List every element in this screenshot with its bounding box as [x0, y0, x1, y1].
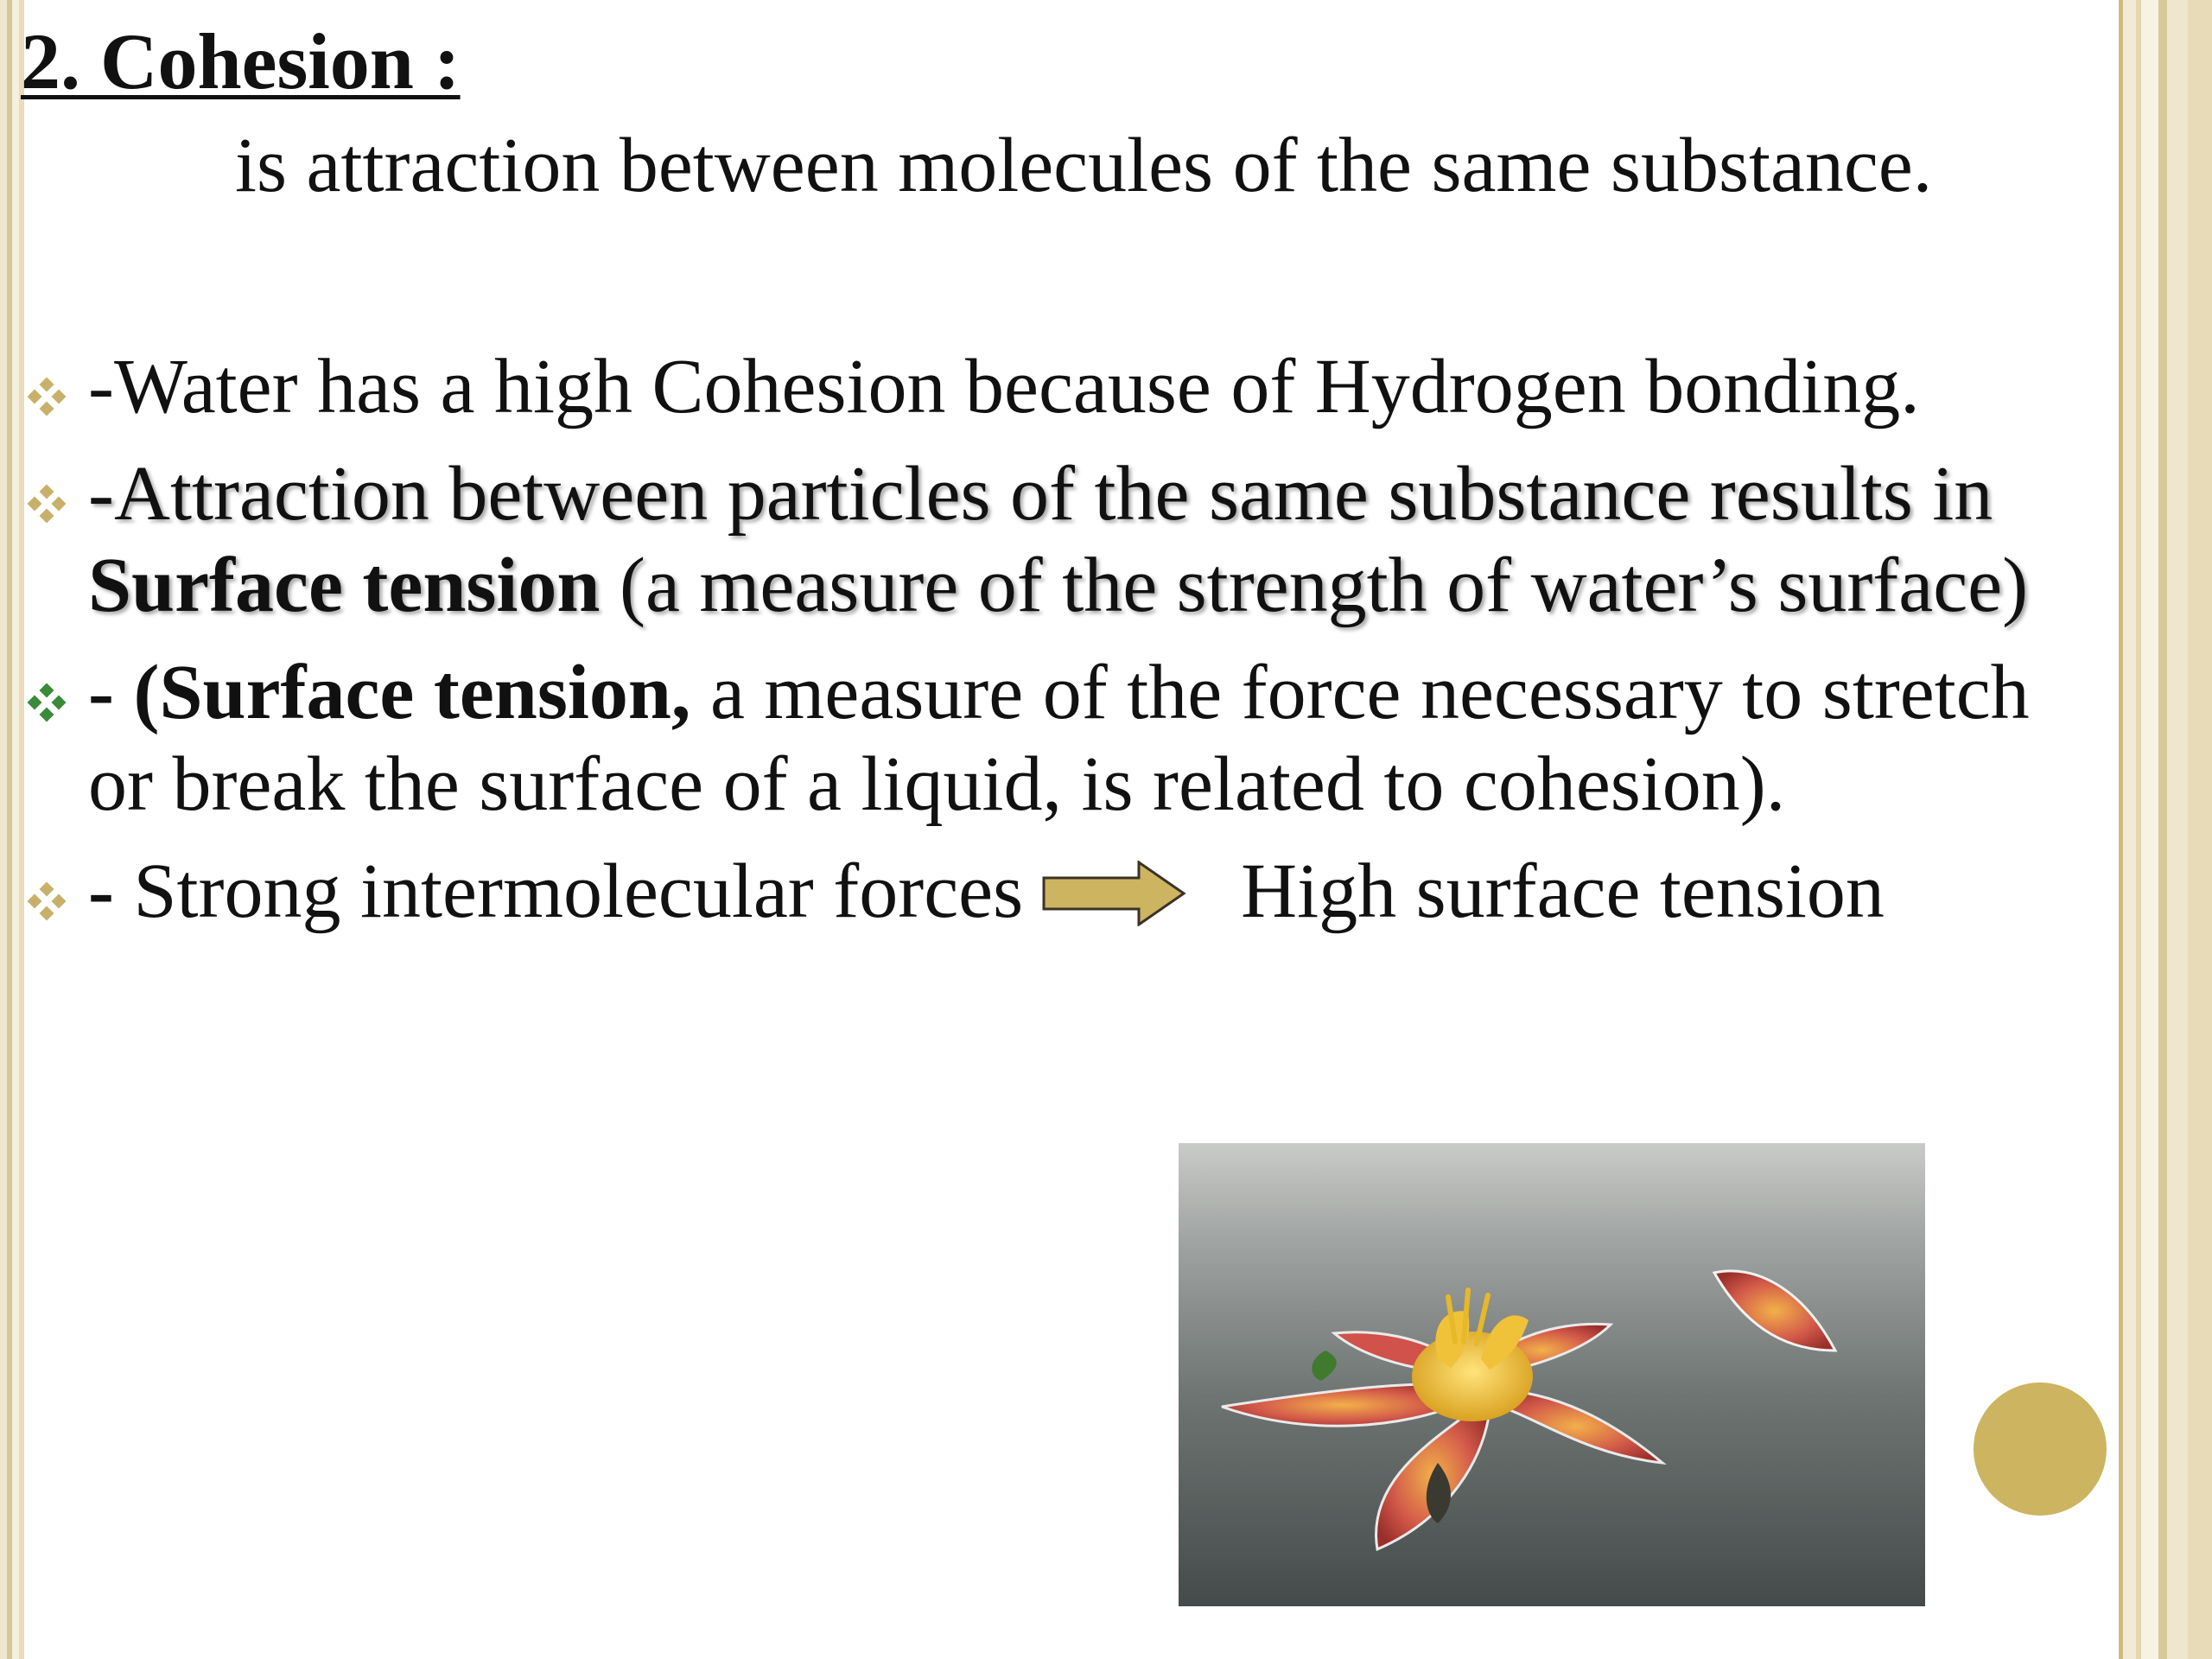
bullet-text-part1: -Attraction between particles of the same substance results in [88, 451, 1993, 537]
slide-frame-right [2119, 0, 2212, 1659]
right-arrow-icon [1042, 861, 1187, 926]
bullet-list [22, 341, 2113, 953]
four-diamond-bullet-icon [26, 483, 67, 524]
decorative-gold-circle [1974, 1382, 2107, 1516]
bullet-text: -Water has a high Cohesion because of Hydrogen bonding. [88, 344, 1920, 429]
four-diamond-bullet-icon [26, 880, 67, 922]
effect-text: High surface tension [1241, 849, 1885, 934]
bullet-text-bold: (Surface tension, [133, 650, 691, 735]
bullet-text-part2: (a measure of the strength of water’s surface) [600, 543, 2029, 628]
definition-text: is attraction between molecules of the same substance. [235, 123, 1933, 208]
bullet-dash: - [88, 849, 134, 934]
four-diamond-bullet-icon [26, 376, 67, 417]
four-diamond-bullet-icon [26, 682, 67, 723]
floating-flower-photo [1179, 1143, 1925, 1606]
bullet-item-4 [22, 846, 2113, 938]
bullet-item-3 [22, 647, 2113, 830]
flower-on-water-image [1179, 1143, 1925, 1606]
cause-text: Strong intermolecular forces [133, 849, 1024, 934]
slide-frame-left [0, 0, 24, 1659]
bullet-text-part2: a measure of the force necessary to stretch or break the surface of a liquid, is related to cohesion). [88, 650, 2030, 827]
bullet-item-2 [22, 448, 2113, 632]
bullet-item-1 [22, 341, 2113, 433]
bullet-text-bold: Surface tension [88, 543, 601, 628]
bullet-dash: - [88, 650, 134, 735]
slide-title: 2. Cohesion : [21, 17, 461, 105]
